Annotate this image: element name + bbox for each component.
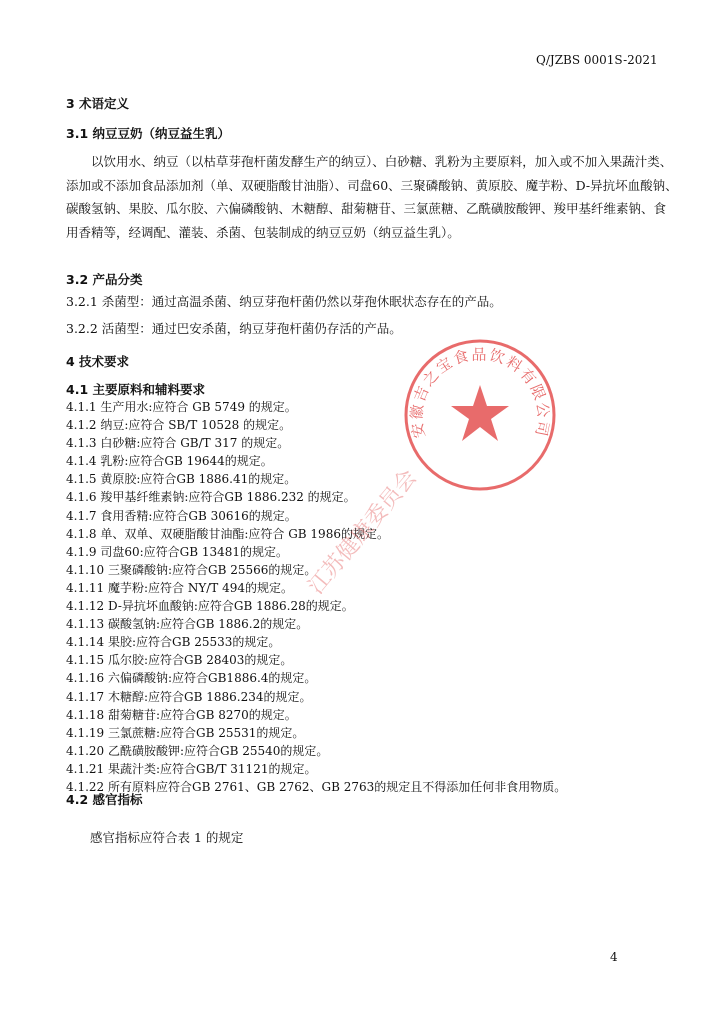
list-item: 4.1.7 食用香精:应符合GB 30616的规定。 — [66, 508, 297, 523]
page-number: 4 — [610, 950, 618, 964]
standard-code: Q/JZBS 0001S-2021 — [536, 53, 658, 67]
section-3-heading: 3 术语定义 — [66, 96, 130, 111]
list-item: 4.1.22 所有原料应符合GB 2761、GB 2762、GB 2763的规定且不得添加任何非食用物质。 — [66, 779, 567, 794]
company-seal — [400, 335, 560, 495]
section-3-1-heading: 3.1 纳豆豆奶（纳豆益生乳） — [66, 126, 230, 141]
section-4-heading: 4 技术要求 — [66, 354, 130, 369]
list-item: 4.1.4 乳粉:应符合GB 19644的规定。 — [66, 454, 273, 469]
list-item: 4.1.16 六偏磷酸钠:应符合GB1886.4的规定。 — [66, 671, 317, 686]
list-item: 4.1.5 黄原胶:应符合GB 1886.41的规定。 — [66, 472, 297, 487]
list-item: 4.1.21 果蔬汁类:应符合GB/T 31121的规定。 — [66, 761, 317, 776]
list-item: 4.1.19 三氯蔗糖:应符合GB 25531的规定。 — [66, 725, 305, 740]
list-item: 4.1.9 司盘60:应符合GB 13481的规定。 — [66, 544, 289, 559]
list-item: 4.1.20 乙酰磺胺酸钾:应符合GB 25540的规定。 — [66, 743, 329, 758]
paragraph-line: 以饮用水、纳豆（以枯草芽孢杆菌发酵生产的纳豆）、白砂糖、乳粉为主要原料，加入或不加入果蔬汁类、 — [91, 154, 673, 169]
list-item: 4.1.2 纳豆:应符合 SB/T 10528 的规定。 — [66, 418, 292, 433]
list-item: 4.1.10 三聚磷酸钠:应符合GB 25566的规定。 — [66, 562, 317, 577]
list-item: 4.1.14 果胶:应符合GB 25533的规定。 — [66, 635, 281, 650]
list-item: 4.1.18 甜菊糖苷:应符合GB 8270的规定。 — [66, 707, 297, 722]
list-item: 4.1.11 魔芋粉:应符合 NY/T 494的规定。 — [66, 580, 294, 595]
list-item: 4.1.1 生产用水:应符合 GB 5749 的规定。 — [66, 400, 297, 414]
list-item: 4.1.3 白砂糖:应符合 GB/T 317 的规定。 — [66, 436, 290, 451]
svg-text:安徽吉之宝食品饮料有限公司: 安徽吉之宝食品饮料有限公司 — [407, 345, 553, 440]
list-item: 4.1.15 瓜尔胶:应符合GB 28403的规定。 — [66, 653, 293, 668]
classification-item: 3.2.1 杀菌型：通过高温杀菌、纳豆芽孢杆菌仍然以芽孢休眠状态存在的产品。 — [66, 294, 502, 309]
section-3-2-heading: 3.2 产品分类 — [66, 272, 143, 287]
classification-item: 3.2.2 活菌型：通过巴安杀菌，纳豆芽孢杆菌仍存活的产品。 — [66, 321, 402, 336]
sensory-requirement-text: 感官指标应符合表 1 的规定 — [90, 830, 244, 845]
definition-paragraph — [66, 150, 678, 244]
list-item: 4.1.12 D-异抗坏血酸钠:应符合GB 1886.28的规定。 — [66, 599, 354, 614]
list-item: 4.1.8 单、双单、双硬脂酸甘油酯:应符合 GB 1986的规定。 — [66, 526, 389, 541]
watermark-text: 江苏健康委员会 — [303, 465, 422, 600]
section-4-1-heading: 4.1 主要原料和辅料要求 — [66, 382, 205, 397]
paragraph-line: 添加或不添加食品添加剂（单、双硬脂酸甘油脂）、司盘60、三聚磷酸钠、黄原胶、魔芋粉、D-异抗坏血酸钠、 — [66, 177, 678, 193]
list-item: 4.1.13 碳酸氢钠:应符合GB 1886.2的规定。 — [66, 617, 309, 632]
list-item: 4.1.6 羧甲基纤维素钠:应符合GB 1886.232 的规定。 — [66, 490, 356, 505]
section-4-2-heading: 4.2 感官指标 — [66, 792, 143, 807]
paragraph-line: 用香精等，经调配、灌装、杀菌、包装制成的纳豆豆奶（纳豆益生乳）。 — [66, 224, 460, 240]
list-item: 4.1.17 木糖醇:应符合GB 1886.234的规定。 — [66, 689, 312, 704]
paragraph-line: 碳酸氢钠、果胶、瓜尔胶、六偏磷酸钠、木糖醇、甜菊糖苷、三氯蔗糖、乙酰磺胺酸钾、羧甲基纤维素钠、食 — [66, 201, 667, 216]
